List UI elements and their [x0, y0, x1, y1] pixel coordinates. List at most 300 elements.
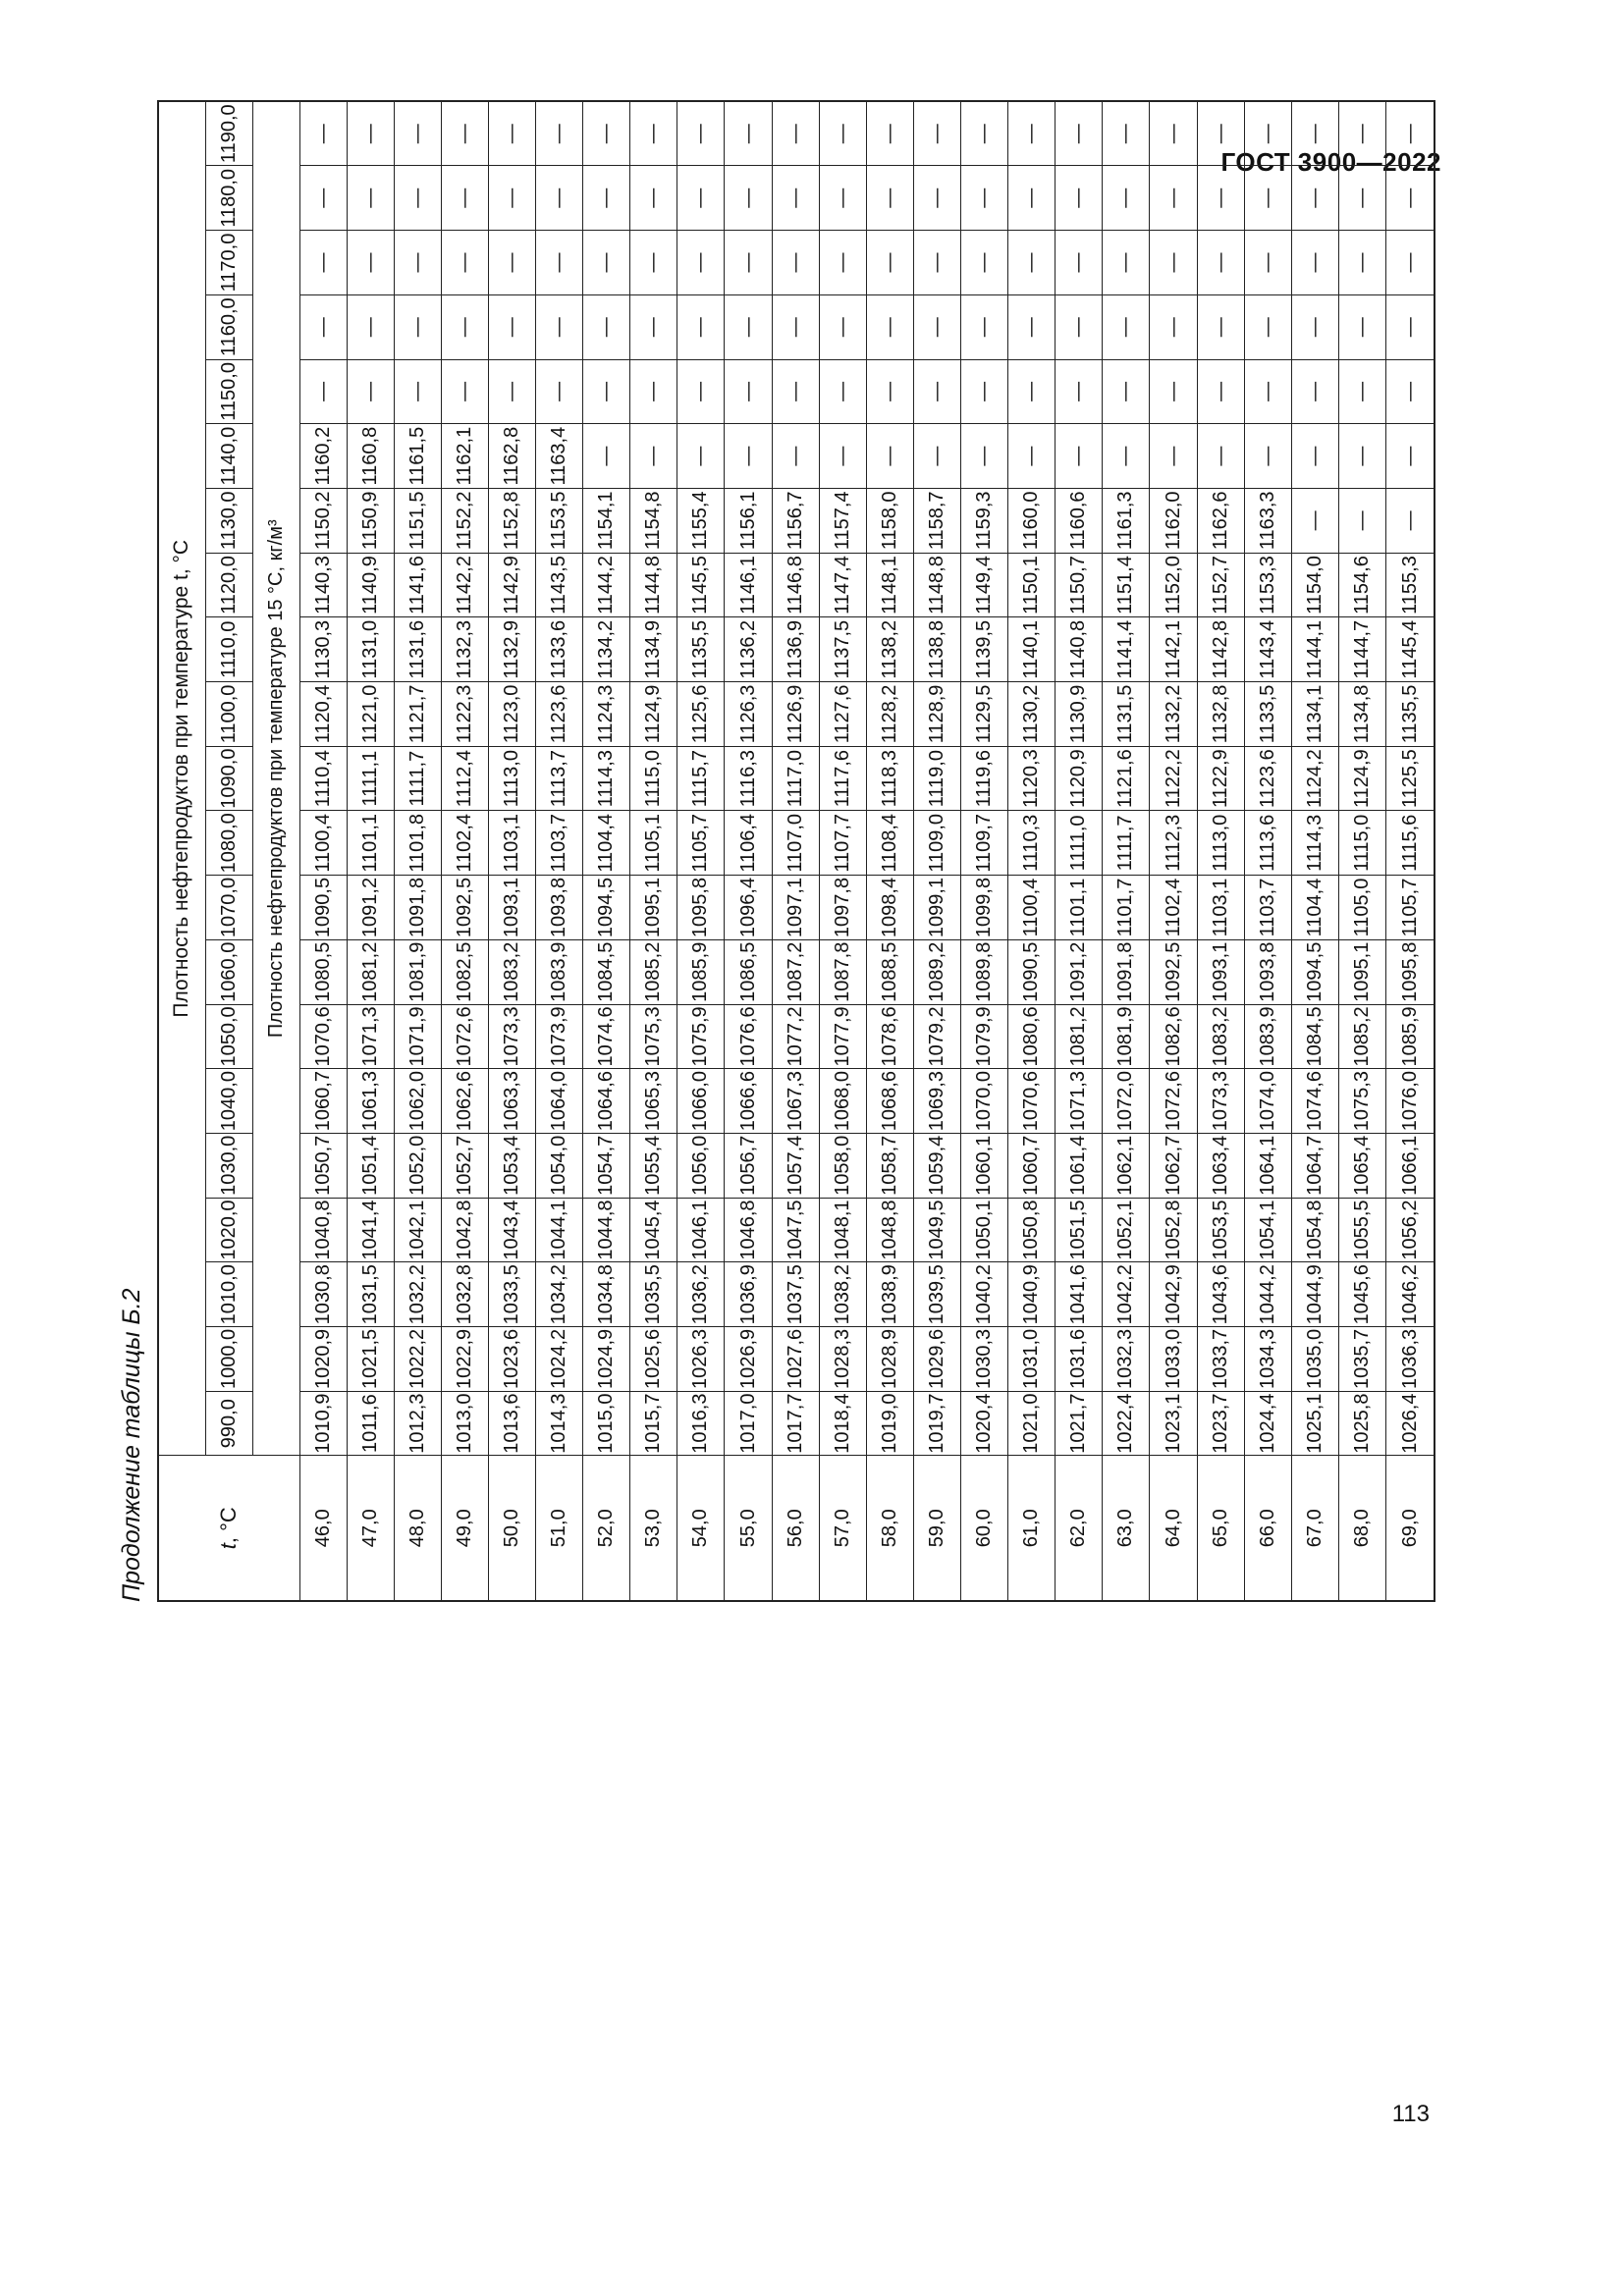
table-row [394, 101, 441, 1601]
density-value-cell: — [961, 424, 1008, 489]
density-value-cell: 1113,7 [536, 746, 583, 811]
density-value-cell: — [1338, 294, 1385, 359]
density-value-cell: — [725, 166, 772, 231]
density-value-cell: 1058,0 [819, 1133, 866, 1198]
density-value-cell: 1036,9 [725, 1262, 772, 1327]
density-value-cell: — [630, 294, 677, 359]
density-value-cell: 1126,3 [725, 682, 772, 747]
density-value-cell: 1031,5 [347, 1262, 394, 1327]
table-row [1244, 101, 1291, 1601]
density-value-cell: 1016,3 [677, 1391, 725, 1456]
density-value-cell: 1083,9 [1244, 1004, 1291, 1069]
density-header-cell: 1000,0 [205, 1327, 252, 1392]
density-value-cell: — [1103, 424, 1150, 489]
density-value-cell: — [1197, 424, 1244, 489]
density-value-cell: 1022,4 [1103, 1391, 1150, 1456]
density-value-cell: 1154,0 [1291, 553, 1338, 617]
density-value-cell: 1057,4 [772, 1133, 819, 1198]
density-value-cell: 1038,9 [866, 1262, 913, 1327]
density-value-cell: — [1056, 166, 1103, 231]
group-header: Плотность нефтепродуктов при температуре t, °C [158, 101, 205, 1456]
density-value-cell: 1121,0 [347, 682, 394, 747]
density-value-cell: 1162,6 [1197, 488, 1244, 553]
density-value-cell: 1073,3 [488, 1004, 535, 1069]
density-value-cell: 1095,8 [677, 876, 725, 940]
density-value-cell: 1087,8 [819, 939, 866, 1004]
density-value-cell: — [913, 101, 960, 166]
density-value-cell: 1112,4 [441, 746, 488, 811]
table-row [772, 101, 819, 1601]
density-value-cell: 1011,6 [347, 1391, 394, 1456]
temperature-cell: 50,0 [488, 1456, 535, 1601]
density-value-cell: 1133,5 [1244, 682, 1291, 747]
density-value-cell: — [299, 101, 347, 166]
density-value-cell: 1070,6 [1008, 1069, 1056, 1134]
density-value-cell: 1160,6 [1056, 488, 1103, 553]
density-value-cell: — [677, 424, 725, 489]
density-value-cell: 1082,6 [1150, 1004, 1197, 1069]
density-value-cell: 1075,3 [630, 1004, 677, 1069]
density-value-cell: 1124,9 [630, 682, 677, 747]
temperature-cell: 69,0 [1386, 1456, 1435, 1601]
sub-header: Плотность нефтепродуктов при температуре 15 °C, кг/м³ [252, 101, 299, 1456]
density-value-cell: 1067,3 [772, 1069, 819, 1134]
density-value-cell: 1065,4 [1338, 1133, 1385, 1198]
table-row [1150, 101, 1197, 1601]
density-value-cell: — [1386, 488, 1435, 553]
density-value-cell: — [394, 101, 441, 166]
standard-code: ГОСТ 3900—2022 [1220, 147, 1441, 177]
density-value-cell: 1054,8 [1291, 1198, 1338, 1262]
density-value-cell: 1073,3 [1197, 1069, 1244, 1134]
density-value-cell: — [677, 166, 725, 231]
temperature-cell: 58,0 [866, 1456, 913, 1601]
density-value-cell: 1035,0 [1291, 1327, 1338, 1392]
density-table [157, 100, 1435, 1602]
density-value-cell: 1074,6 [1291, 1069, 1338, 1134]
density-value-cell: 1099,1 [913, 876, 960, 940]
temperature-cell: 65,0 [1197, 1456, 1244, 1601]
density-value-cell: 1026,3 [677, 1327, 725, 1392]
density-value-cell: 1091,2 [1056, 939, 1103, 1004]
density-value-cell: 1018,4 [819, 1391, 866, 1456]
density-value-cell: 1111,1 [347, 746, 394, 811]
density-value-cell: 1124,9 [1338, 746, 1385, 811]
density-value-cell: 1037,5 [772, 1262, 819, 1327]
density-value-cell: 1059,4 [913, 1133, 960, 1198]
density-value-cell: 1064,1 [1244, 1133, 1291, 1198]
density-value-cell: 1120,3 [1008, 746, 1056, 811]
density-value-cell: 1042,2 [1103, 1262, 1150, 1327]
t-unit: , °C [216, 1507, 242, 1544]
density-value-cell: 1152,8 [488, 488, 535, 553]
density-value-cell: 1091,8 [394, 876, 441, 940]
density-value-cell: 1107,0 [772, 811, 819, 876]
density-value-cell: 1137,5 [819, 617, 866, 682]
density-value-cell: 1156,7 [772, 488, 819, 553]
density-value-cell: 1044,9 [1291, 1262, 1338, 1327]
density-value-cell: 1039,5 [913, 1262, 960, 1327]
density-header-cell: 1070,0 [205, 876, 252, 940]
density-value-cell: — [1197, 166, 1244, 231]
density-value-cell: 1065,3 [630, 1069, 677, 1134]
density-value-cell: 1129,5 [961, 682, 1008, 747]
density-value-cell: — [347, 166, 394, 231]
density-value-cell: 1013,0 [441, 1391, 488, 1456]
density-value-cell: 1024,4 [1244, 1391, 1291, 1456]
density-value-cell: — [677, 359, 725, 424]
density-value-cell: 1108,4 [866, 811, 913, 876]
density-value-cell: 1128,9 [913, 682, 960, 747]
density-value-cell: 1085,9 [1386, 1004, 1435, 1069]
density-value-cell: 1060,7 [299, 1069, 347, 1134]
density-value-cell: 1081,9 [394, 939, 441, 1004]
density-value-cell: 1142,2 [441, 553, 488, 617]
density-value-cell: 1023,7 [1197, 1391, 1244, 1456]
density-value-cell: 1079,2 [913, 1004, 960, 1069]
density-value-cell: 1020,4 [961, 1391, 1008, 1456]
density-value-cell: 1104,4 [1291, 876, 1338, 940]
density-value-cell: 1077,2 [772, 1004, 819, 1069]
density-value-cell: 1122,3 [441, 682, 488, 747]
density-value-cell: 1111,0 [1056, 811, 1103, 876]
density-value-cell: 1028,9 [866, 1327, 913, 1392]
density-value-cell: — [1386, 101, 1435, 166]
density-value-cell: 1079,9 [961, 1004, 1008, 1069]
density-header-row [205, 101, 252, 1601]
density-value-cell: 1161,3 [1103, 488, 1150, 553]
density-value-cell: 1135,5 [677, 617, 725, 682]
density-value-cell: — [536, 294, 583, 359]
density-value-cell: 1140,1 [1008, 617, 1056, 682]
density-header-cell: 1010,0 [205, 1262, 252, 1327]
density-value-cell: 1046,2 [1386, 1262, 1435, 1327]
density-value-cell: 1144,1 [1291, 617, 1338, 682]
density-value-cell: 1163,4 [536, 424, 583, 489]
density-value-cell: 1075,3 [1338, 1069, 1385, 1134]
density-value-cell: 1103,7 [1244, 876, 1291, 940]
temperature-cell: 52,0 [583, 1456, 630, 1601]
density-value-cell: 1136,2 [725, 617, 772, 682]
density-value-cell: — [725, 359, 772, 424]
density-value-cell: — [1338, 488, 1385, 553]
density-value-cell: 1105,0 [1338, 876, 1385, 940]
density-value-cell: — [1386, 424, 1435, 489]
density-value-cell: 1115,7 [677, 746, 725, 811]
density-value-cell: 1142,9 [488, 553, 535, 617]
density-value-cell: 1023,1 [1150, 1391, 1197, 1456]
density-value-cell: — [536, 166, 583, 231]
density-value-cell: — [1386, 294, 1435, 359]
density-value-cell: 1138,2 [866, 617, 913, 682]
density-value-cell: 1032,3 [1103, 1327, 1150, 1392]
density-value-cell: 1123,6 [1244, 746, 1291, 811]
density-value-cell: — [441, 231, 488, 295]
density-value-cell: 1066,0 [677, 1069, 725, 1134]
density-header-cell: 1110,0 [205, 617, 252, 682]
density-value-cell: 1017,0 [725, 1391, 772, 1456]
density-value-cell: 1053,4 [488, 1133, 535, 1198]
density-value-cell: 1094,5 [1291, 939, 1338, 1004]
density-header-cell: 990,0 [205, 1391, 252, 1456]
density-value-cell: — [1197, 359, 1244, 424]
density-value-cell: — [1244, 294, 1291, 359]
density-value-cell: — [1244, 359, 1291, 424]
density-value-cell: — [1103, 294, 1150, 359]
density-value-cell: — [1150, 166, 1197, 231]
density-value-cell: — [1103, 166, 1150, 231]
density-value-cell: 1101,1 [1056, 876, 1103, 940]
density-value-cell: 1040,8 [299, 1198, 347, 1262]
table-row [1291, 101, 1338, 1601]
density-value-cell: 1044,2 [1244, 1262, 1291, 1327]
density-value-cell: 1099,8 [961, 876, 1008, 940]
density-value-cell: 1092,5 [1150, 939, 1197, 1004]
density-value-cell: 1107,7 [819, 811, 866, 876]
density-value-cell: 1155,3 [1386, 553, 1435, 617]
density-value-cell: — [1291, 488, 1338, 553]
table-row [819, 101, 866, 1601]
density-value-cell: 1029,6 [913, 1327, 960, 1392]
density-value-cell: 1069,3 [913, 1069, 960, 1134]
density-value-cell: 1062,6 [441, 1069, 488, 1134]
density-value-cell: 1031,0 [1008, 1327, 1056, 1392]
density-value-cell: 1043,6 [1197, 1262, 1244, 1327]
density-value-cell: 1064,0 [536, 1069, 583, 1134]
density-value-cell: — [1103, 359, 1150, 424]
density-value-cell: 1054,0 [536, 1133, 583, 1198]
density-value-cell: — [536, 101, 583, 166]
density-value-cell: 1127,6 [819, 682, 866, 747]
density-value-cell: — [819, 294, 866, 359]
density-value-cell: 1042,1 [394, 1198, 441, 1262]
density-value-cell: 1128,2 [866, 682, 913, 747]
temperature-cell: 62,0 [1056, 1456, 1103, 1601]
table-row [583, 101, 630, 1601]
density-value-cell: — [1291, 294, 1338, 359]
density-value-cell: 1113,0 [488, 746, 535, 811]
density-value-cell: — [1338, 101, 1385, 166]
density-value-cell: 1102,4 [441, 811, 488, 876]
density-value-cell: — [583, 166, 630, 231]
density-value-cell: — [1386, 359, 1435, 424]
density-value-cell: 1097,8 [819, 876, 866, 940]
density-value-cell: 1144,8 [630, 553, 677, 617]
density-value-cell: 1144,2 [583, 553, 630, 617]
density-value-cell: 1045,4 [630, 1198, 677, 1262]
density-value-cell: — [819, 424, 866, 489]
density-value-cell: 1152,7 [1197, 553, 1244, 617]
density-value-cell: 1021,5 [347, 1327, 394, 1392]
density-value-cell: 1104,4 [583, 811, 630, 876]
temperature-cell: 56,0 [772, 1456, 819, 1601]
density-value-cell: 1118,3 [866, 746, 913, 811]
density-value-cell: 1024,9 [583, 1327, 630, 1392]
density-value-cell: — [866, 101, 913, 166]
density-value-cell: 1085,2 [630, 939, 677, 1004]
density-value-cell: 1032,8 [441, 1262, 488, 1327]
density-value-cell: — [299, 231, 347, 295]
density-value-cell: 1052,1 [1103, 1198, 1150, 1262]
table-caption: Продолжение таблицы Б.2 [118, 1288, 145, 1602]
density-value-cell: 1123,0 [488, 682, 535, 747]
density-value-cell: — [725, 231, 772, 295]
density-value-cell: 1042,8 [441, 1198, 488, 1262]
density-value-cell: 1032,2 [394, 1262, 441, 1327]
density-value-cell: 1035,7 [1338, 1327, 1385, 1392]
density-value-cell: 1030,8 [299, 1262, 347, 1327]
density-value-cell: 1050,8 [1008, 1198, 1056, 1262]
density-value-cell: 1124,2 [1291, 746, 1338, 811]
density-value-cell: 1134,1 [1291, 682, 1338, 747]
density-value-cell: — [819, 359, 866, 424]
density-header-cell: 1060,0 [205, 939, 252, 1004]
density-value-cell: 1142,1 [1150, 617, 1197, 682]
density-value-cell: 1014,3 [536, 1391, 583, 1456]
density-value-cell: 1051,5 [1056, 1198, 1103, 1262]
density-value-cell: 1150,7 [1056, 553, 1103, 617]
density-value-cell: — [1150, 424, 1197, 489]
density-value-cell: 1068,6 [866, 1069, 913, 1134]
density-value-cell: — [913, 231, 960, 295]
density-value-cell: — [394, 294, 441, 359]
density-value-cell: — [1291, 101, 1338, 166]
density-header-cell: 1180,0 [205, 166, 252, 231]
density-value-cell: 1074,0 [1244, 1069, 1291, 1134]
density-value-cell: 1093,1 [488, 876, 535, 940]
density-value-cell: 1062,1 [1103, 1133, 1150, 1198]
density-value-cell: 1138,8 [913, 617, 960, 682]
density-value-cell: — [1150, 294, 1197, 359]
density-value-cell: 1041,4 [347, 1198, 394, 1262]
density-value-cell: 1056,0 [677, 1133, 725, 1198]
density-value-cell: — [725, 424, 772, 489]
table-row [1386, 101, 1435, 1601]
table-row [1008, 101, 1056, 1601]
density-value-cell: 1056,7 [725, 1133, 772, 1198]
density-value-cell: 1080,5 [299, 939, 347, 1004]
density-value-cell: 1089,2 [913, 939, 960, 1004]
density-value-cell: — [772, 101, 819, 166]
density-header-cell: 1140,0 [205, 424, 252, 489]
density-value-cell: 1052,7 [441, 1133, 488, 1198]
density-value-cell: 1022,9 [441, 1327, 488, 1392]
density-value-cell: 1072,0 [1103, 1069, 1150, 1134]
density-value-cell: — [347, 359, 394, 424]
table-row [1103, 101, 1150, 1601]
density-value-cell: 1090,5 [1008, 939, 1056, 1004]
density-value-cell: — [441, 101, 488, 166]
density-value-cell: 1031,6 [1056, 1327, 1103, 1392]
density-header-cell: 1090,0 [205, 746, 252, 811]
density-value-cell: 1036,3 [1386, 1327, 1435, 1392]
density-value-cell: 1081,9 [1103, 1004, 1150, 1069]
density-value-cell: 1126,9 [772, 682, 819, 747]
density-value-cell: 1060,1 [961, 1133, 1008, 1198]
density-value-cell: — [630, 166, 677, 231]
density-value-cell: — [961, 294, 1008, 359]
density-value-cell: 1035,5 [630, 1262, 677, 1327]
density-header-cell: 1020,0 [205, 1198, 252, 1262]
density-value-cell: 1111,7 [394, 746, 441, 811]
density-value-cell: 1140,8 [1056, 617, 1103, 682]
density-header-cell: 1120,0 [205, 553, 252, 617]
density-value-cell: — [819, 166, 866, 231]
density-value-cell: 1132,2 [1150, 682, 1197, 747]
density-value-cell: 1023,6 [488, 1327, 535, 1392]
density-value-cell: — [772, 424, 819, 489]
density-value-cell: — [772, 166, 819, 231]
density-value-cell: 1017,7 [772, 1391, 819, 1456]
density-value-cell: 1112,3 [1150, 811, 1197, 876]
density-value-cell: — [1008, 166, 1056, 231]
density-header-cell: 1050,0 [205, 1004, 252, 1069]
t-variable: t [216, 1543, 242, 1550]
density-value-cell: 1025,8 [1338, 1391, 1385, 1456]
density-value-cell: — [866, 359, 913, 424]
density-value-cell: 1105,7 [1386, 876, 1435, 940]
density-value-cell: 1130,9 [1056, 682, 1103, 747]
density-value-cell: 1046,8 [725, 1198, 772, 1262]
density-value-cell: 1026,4 [1386, 1391, 1435, 1456]
density-value-cell: 1148,8 [913, 553, 960, 617]
temperature-cell: 53,0 [630, 1456, 677, 1601]
density-value-cell: 1050,7 [299, 1133, 347, 1198]
density-value-cell: 1071,3 [1056, 1069, 1103, 1134]
density-value-cell: 1033,5 [488, 1262, 535, 1327]
density-value-cell: 1028,3 [819, 1327, 866, 1392]
density-value-cell: — [630, 231, 677, 295]
density-value-cell: 1052,8 [1150, 1198, 1197, 1262]
density-value-cell: — [677, 101, 725, 166]
density-value-cell: — [961, 359, 1008, 424]
density-value-cell: 1061,4 [1056, 1133, 1103, 1198]
density-value-cell: 1043,4 [488, 1198, 535, 1262]
density-value-cell: 1077,9 [819, 1004, 866, 1069]
density-value-cell: 1161,5 [394, 424, 441, 489]
density-value-cell: — [1244, 166, 1291, 231]
density-value-cell: 1091,2 [347, 876, 394, 940]
density-value-cell: 1113,6 [1244, 811, 1291, 876]
density-value-cell: 1040,2 [961, 1262, 1008, 1327]
density-value-cell: 1131,5 [1103, 682, 1150, 747]
density-value-cell: 1085,2 [1338, 1004, 1385, 1069]
density-value-cell: — [913, 166, 960, 231]
density-value-cell: 1162,1 [441, 424, 488, 489]
table-row [961, 101, 1008, 1601]
density-value-cell: 1158,0 [866, 488, 913, 553]
density-value-cell: — [488, 359, 535, 424]
density-value-cell: 1095,8 [1386, 939, 1435, 1004]
density-value-cell: 1109,0 [913, 811, 960, 876]
density-value-cell: 1110,3 [1008, 811, 1056, 876]
table-row [1338, 101, 1385, 1601]
density-value-cell: — [1197, 101, 1244, 166]
density-value-cell: 1048,8 [866, 1198, 913, 1262]
temperature-cell: 68,0 [1338, 1456, 1385, 1601]
density-value-cell: 1010,9 [299, 1391, 347, 1456]
density-value-cell: — [1008, 424, 1056, 489]
density-value-cell: 1103,1 [488, 811, 535, 876]
density-value-cell: 1021,7 [1056, 1391, 1103, 1456]
density-value-cell: — [630, 424, 677, 489]
density-value-cell: 1158,7 [913, 488, 960, 553]
density-value-cell: 1092,5 [441, 876, 488, 940]
density-value-cell: 1121,6 [1103, 746, 1150, 811]
density-value-cell: 1056,2 [1386, 1198, 1435, 1262]
temperature-cell: 67,0 [1291, 1456, 1338, 1601]
density-value-cell: 1160,8 [347, 424, 394, 489]
